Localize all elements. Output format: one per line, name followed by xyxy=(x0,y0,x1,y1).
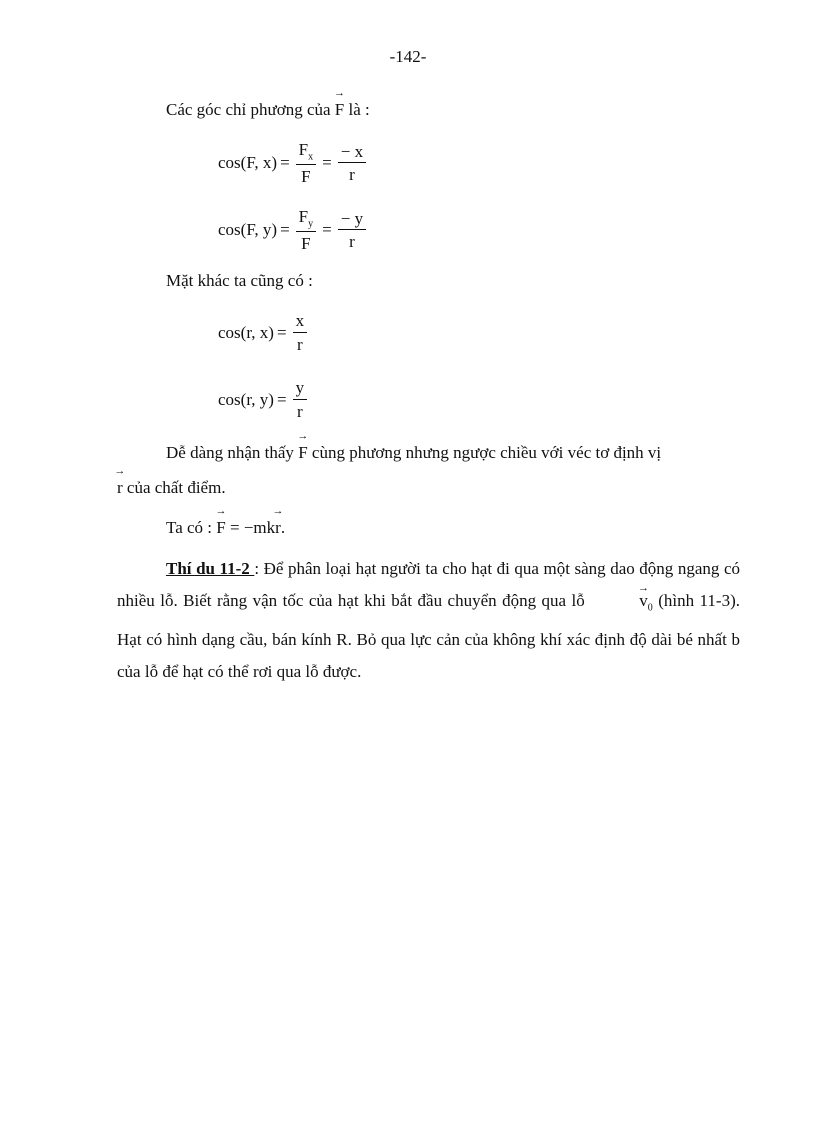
vector-f: → F xyxy=(335,100,344,120)
conclusion-equation: Ta có : → F = −mk→ r. xyxy=(166,518,285,538)
equation-cos-fy: cos(F, y) = $\frac{F_y}{F}$ = $\frac{- y}{r}$ xyxy=(218,207,369,253)
direction-angles-intro xyxy=(166,100,370,120)
equation-lhs: cos(r, y) xyxy=(218,389,274,409)
example-label: Thí du 11-2 xyxy=(166,559,255,578)
fraction-fx-over-f: $\frac{F_x}{F}$ xyxy=(296,140,316,186)
observation-line-1: Dễ dàng nhận thấy → F cùng phương nhưng ngược chiều với véc tơ định vị xyxy=(166,443,661,463)
fraction-minus-y-over-r: $\frac{- y}{r}$ xyxy=(338,209,366,252)
fraction-minus-x-over-r: $\frac{- x}{r}$ xyxy=(338,142,366,185)
equation-cos-fx: cos(F, x) = $\frac{F_x}{F}$ = $\frac{- x}{r}$ xyxy=(218,140,369,186)
other-relation-intro: Mặt khác ta cũng có : xyxy=(166,271,313,290)
intro-text-after: là : xyxy=(344,100,370,119)
vector-r: → r xyxy=(275,518,281,538)
example-paragraph: Thí du 11-2 : Để phân loại hạt người ta cho hạt đi qua một sàng dao động ngang có nhiều lỗ. Biết rằng vận tốc của hạt khi bắt đầu chuyển động qua lỗ → $v_0$ (hình 11-3). Hạt có hình dạng cầu, bán kính R. Bỏ qua lực cản của không khí xác định độ dài bé nhất b của lỗ để hạt có thể rơi qua lỗ được. xyxy=(117,553,740,688)
fraction-fy-over-f: $\frac{F_y}{F}$ xyxy=(296,207,316,253)
equation-lhs: cos(F, x) xyxy=(218,153,278,173)
vector-r: → r xyxy=(117,478,123,498)
fraction-x-over-r: $\frac{x}{r}$ xyxy=(293,311,308,354)
observation-line-2: → r của chất điểm. xyxy=(117,478,226,498)
vector-v0: → v xyxy=(590,585,648,617)
equation-cos-rx: cos(r, x) = $\frac{x}{r}$ xyxy=(218,311,310,354)
equation-lhs: cos(r, x) xyxy=(218,322,274,342)
vector-f: → F xyxy=(216,518,225,538)
intro-text-before: Các góc chỉ phương của xyxy=(166,100,335,119)
equation-lhs: cos(F, y) xyxy=(218,220,278,240)
fraction-y-over-r: $\frac{y}{r}$ xyxy=(293,378,308,421)
vector-f: → F xyxy=(298,443,307,463)
page-number: -142- xyxy=(389,47,427,66)
equation-cos-ry: cos(r, y) = $\frac{y}{r}$ xyxy=(218,378,310,421)
